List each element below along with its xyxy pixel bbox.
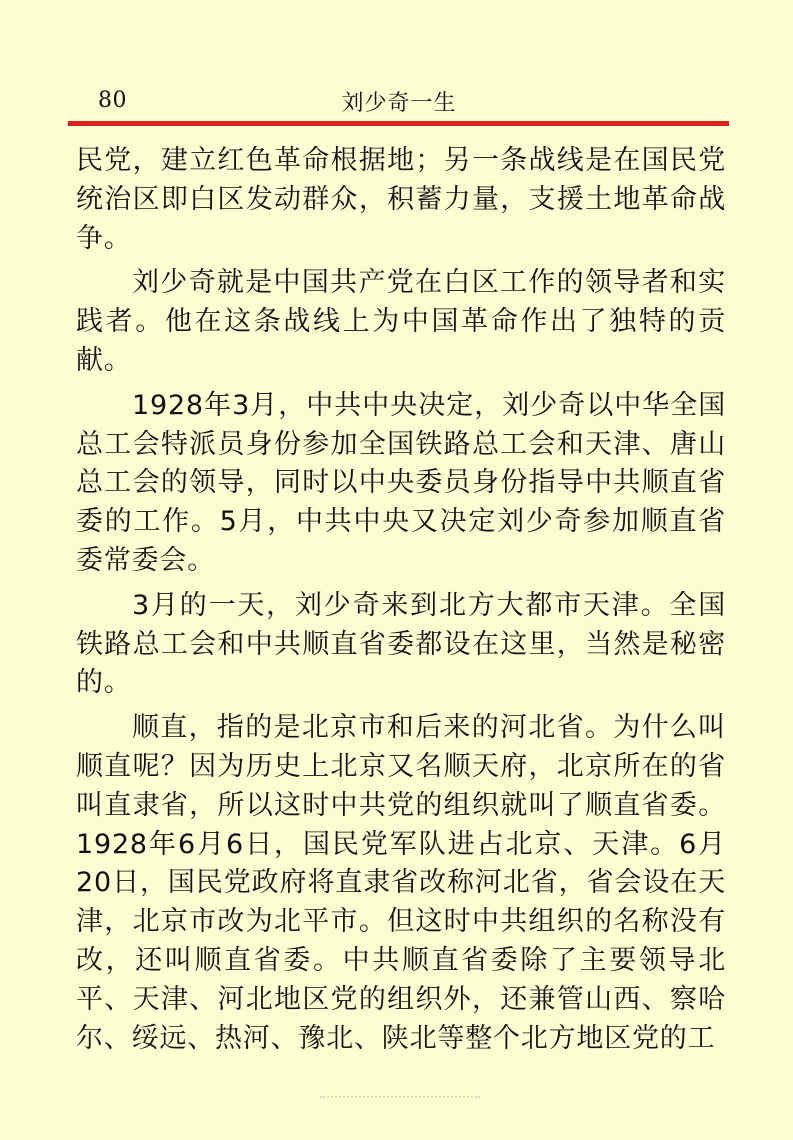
running-title: 刘少奇一生 [341,91,457,116]
paragraph-2: 刘少奇就是中国共产党在白区工作的领导者和实践者。他在这条战线上为中国革命作出了独特的贡献。 [76,267,726,376]
page-header [70,86,728,120]
header-rule [68,121,729,126]
bottom-bleed-mark [320,1096,480,1101]
body-text [76,142,726,1064]
paragraph-1: 民党，建立红色革命根据地；另一条战线是在国民党统治区即白区发动群众，积蓄力量，支援土地革命战争。 [76,145,726,254]
paragraph-4: 3月的一天，刘少奇来到北方大都市天津。全国铁路总工会和中共顺直省委都设在这里，当然是秘密的。 [76,589,726,699]
page-number: 80 [98,88,127,113]
paragraph-3: 1928年3月，中共中央决定，刘少奇以中华全国总工会特派员身份参加全国铁路总工会和天津、唐山总工会的领导，同时以中央委员身份指导中共顺直省委的工作。5月，中共中央又决定刘少奇参加顺直省委常委会。 [76,389,726,576]
paragraph-5: 顺直，指的是北京市和后来的河北省。为什么叫顺直呢？因为历史上北京又名顺天府，北京所在的省叫直隶省，所以这时中共党的组织就叫了顺直省委。1928年6月6日，国民党军队进占北京、天津。6月20日，国民党政府将直隶省改称河北省，省会设在天津，北京市改为北平市。但这时中共组织的名称没有改，还叫顺直省委。中共顺直省委除了主要领导北平、天津、河北地区党的组织外，还兼管山西、察哈尔、绥远、热河、豫北、陕北等整个北方地区党的工 [76,712,726,1054]
